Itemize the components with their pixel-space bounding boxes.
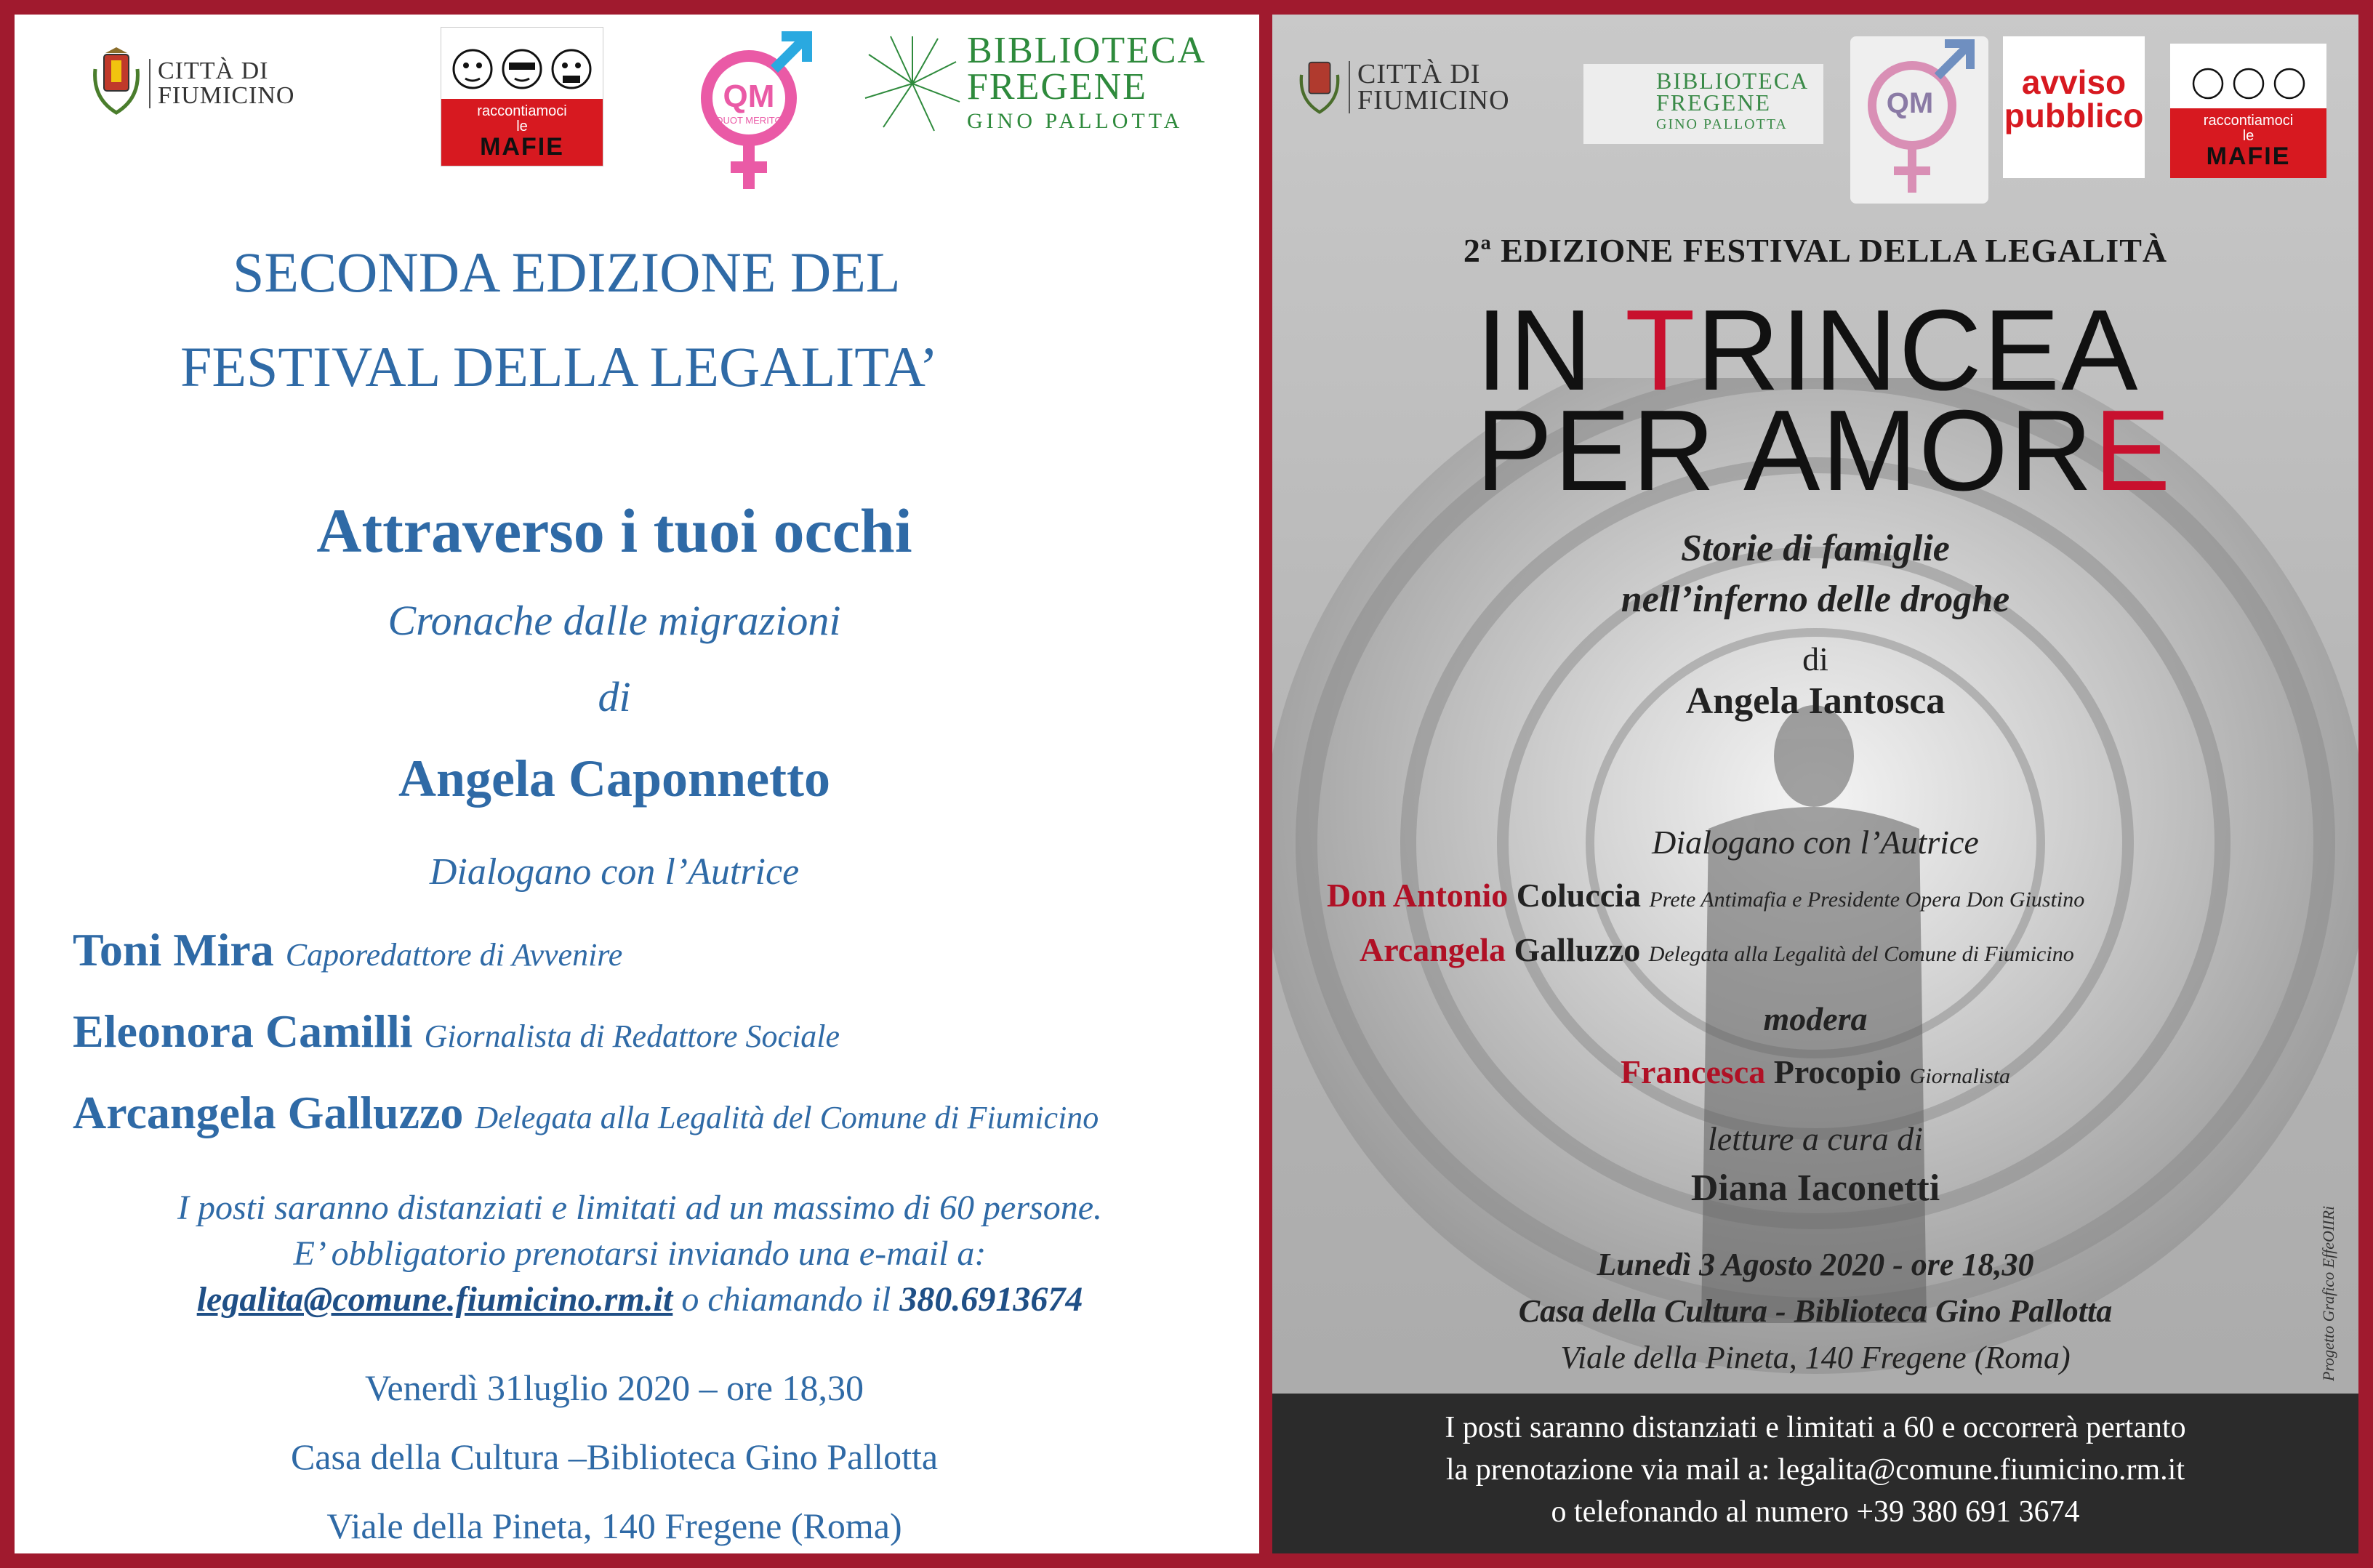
- monkey-face-icon: [2231, 62, 2267, 105]
- heading-line2: FESTIVAL DELLA LEGALITA’: [180, 335, 939, 398]
- notice-line2: E’ obbligatorio prenotarsi inviando una e-mail a:: [293, 1234, 987, 1273]
- city-of-fiumicino-logo: [1298, 55, 1510, 120]
- guest-last-name: Coluccia: [1516, 877, 1641, 914]
- footer-line3: o telefonando al numero +39 380 691 3674: [1551, 1495, 2080, 1529]
- event-venue: Casa della Cultura –Biblioteca Gino Pallotta: [290, 1436, 939, 1477]
- mafie-logo-line2: le: [2242, 128, 2254, 144]
- monkey-face-icon: [2190, 62, 2226, 105]
- notice-line1: I posti saranno distanziati e limitati ad un massimo di 60 persone.: [177, 1189, 1103, 1227]
- guest-role: Delegata alla Legalità del Comune di Fiumicino: [1648, 942, 2074, 966]
- avviso-line2: pubblico: [2004, 97, 2144, 134]
- crest-icon: [91, 47, 142, 120]
- raccontiamoci-le-mafie-logo: [441, 27, 603, 166]
- guest-last-name: Galluzzo: [1514, 931, 1641, 968]
- guest-first-name: Don Antonio: [1327, 877, 1509, 914]
- guest-role: Prete Antimafia e Presidente Opera Don Giustino: [1649, 888, 2085, 912]
- gender-symbols-icon: [1850, 36, 1988, 204]
- guest-first-name: Arcangela: [1360, 931, 1506, 968]
- dialogue-label: Dialogano con l’Autrice: [429, 851, 800, 893]
- title-part: IN: [1476, 286, 1626, 414]
- monkey-face-icon: [550, 44, 593, 95]
- speaker-name: Toni Mira: [73, 924, 274, 976]
- qm-logo-text: QM: [723, 79, 775, 114]
- guest-row: [1327, 876, 2084, 914]
- poster-author: Angela Iantosca: [1685, 680, 1946, 722]
- speaker-row: [73, 1005, 840, 1058]
- quot-merito-logo: [1850, 36, 1988, 204]
- city-name-line1: CITTÀ DI: [158, 57, 269, 84]
- booking-notice: [15, 1185, 1265, 1322]
- mafie-logo-line1: raccontiamoci: [477, 103, 567, 119]
- reader-name: Diana Iaconetti: [1690, 1167, 1940, 1209]
- by-label: di: [598, 673, 631, 720]
- biblio-line1: BIBLIOTECA: [1656, 68, 1810, 94]
- phone-number: 380.6913674: [899, 1280, 1083, 1319]
- biblioteca-fregene-logo: [862, 25, 1207, 142]
- biblioteca-fregene-logo: [1583, 64, 1823, 144]
- speaker-role: Delegata alla Legalità del Comune di Fiumicino: [475, 1100, 1099, 1135]
- moderator-first-name: Francesca: [1620, 1053, 1766, 1090]
- left-flyer: [15, 15, 1259, 1553]
- city-of-fiumicino-logo: [91, 47, 294, 120]
- mafie-logo-line1: raccontiamoci: [2203, 113, 2294, 129]
- speaker-row: [73, 923, 622, 977]
- readings-label: letture a cura di: [1708, 1120, 1923, 1157]
- footer-line1: I posti saranno distanziati e limitati a 60 e occorrerà pertanto: [1445, 1411, 2186, 1444]
- city-name-line2: FIUMICINO: [158, 82, 295, 109]
- monkey-face-icon: [500, 44, 544, 95]
- crest-icon: [1298, 55, 1341, 120]
- moderates-label: modera: [1763, 1000, 1868, 1037]
- quot-merito-logo: [691, 29, 822, 196]
- mafie-logo-line2: le: [516, 118, 528, 134]
- poster-title-line1: [1476, 286, 2140, 414]
- mafie-logo-line3: MAFIE: [480, 133, 564, 161]
- event-address: Viale della Pineta, 140 Fregene (Roma): [1560, 1340, 2071, 1375]
- poster-event-info: [1272, 1242, 2358, 1381]
- right-poster: [1272, 15, 2358, 1553]
- raccontiamoci-le-mafie-logo: [2170, 44, 2326, 178]
- speaker-role: Caporedattore di Avvenire: [285, 937, 623, 973]
- title-part: RINCEA: [1696, 286, 2140, 414]
- speaker-name: Arcangela Galluzzo: [73, 1087, 464, 1138]
- subtitle-line1: Storie di famiglie: [1681, 528, 1950, 569]
- title-part: PER AMOR: [1476, 387, 2095, 515]
- qm-logo-text: QM: [1886, 87, 1934, 119]
- avviso-pubblico-logo: [2003, 36, 2145, 178]
- speaker-row: [73, 1086, 1099, 1140]
- city-name-line2: FIUMICINO: [1357, 85, 1510, 116]
- email-link[interactable]: legalita@comune.fiumicino.rm.it: [196, 1280, 673, 1319]
- author-name: Angela Caponnetto: [398, 749, 831, 808]
- biblio-line2: FREGENE: [1656, 89, 1771, 116]
- speaker-role: Giornalista di Redattore Sociale: [424, 1018, 840, 1054]
- dialogue-label: Dialogano con l’Autrice: [1652, 824, 1979, 861]
- speaker-name: Eleonora Camilli: [73, 1005, 413, 1057]
- heading-line1: SECONDA EDIZIONE DEL: [233, 241, 901, 304]
- dandelion-icon: [862, 33, 963, 134]
- edition-heading: 2ª EDIZIONE FESTIVAL DELLA LEGALITÀ: [1463, 232, 2168, 269]
- subtitle-line2: nell’inferno delle droghe: [1621, 579, 2010, 620]
- title-red-letter: E: [2094, 387, 2172, 515]
- moderator-role: Giornalista: [1909, 1064, 2011, 1088]
- guest-row: [1360, 930, 2074, 969]
- biblio-line1: BIBLIOTECA: [967, 30, 1207, 71]
- graphic-credit: Progetto Grafico EffeOIIRi: [2319, 1205, 2337, 1381]
- biblio-line3: GINO PALLOTTA: [1656, 116, 1788, 132]
- event-date: Venerdì 31luglio 2020 – ore 18,30: [364, 1367, 864, 1408]
- footer-line2: la prenotazione via mail a: legalita@comune.fiumicino.rm.it: [1446, 1453, 2185, 1487]
- poster-subtitle: [1272, 523, 2358, 625]
- city-name-line1: CITTÀ DI: [1357, 59, 1481, 89]
- book-title: Attraverso i tuoi occhi: [316, 496, 912, 566]
- monkey-face-icon: [451, 44, 494, 95]
- poster-footer: [1272, 1394, 2358, 1553]
- moderator-last-name: Procopio: [1773, 1053, 1902, 1090]
- event-venue: Casa della Cultura - Biblioteca Gino Pallotta: [1518, 1293, 2113, 1329]
- event-date: Lunedì 3 Agosto 2020 - ore 18,30: [1597, 1247, 2034, 1282]
- mafie-logo-line3: MAFIE: [2206, 142, 2291, 170]
- by-label: di: [1802, 640, 1828, 678]
- moderator-row: [1272, 1053, 2358, 1091]
- biblio-line2: FREGENE: [967, 66, 1147, 108]
- notice-or: o chiamando il: [681, 1280, 891, 1319]
- title-red-letter: T: [1625, 286, 1697, 414]
- book-subtitle: Cronache dalle migrazioni: [388, 597, 841, 644]
- avviso-line1: avviso: [2021, 63, 2127, 101]
- event-address: Viale della Pineta, 140 Fregene (Roma): [326, 1505, 902, 1546]
- poster-title-line2: [1476, 387, 2172, 515]
- biblio-line3: GINO PALLOTTA: [967, 109, 1184, 133]
- qm-logo-subtext: QUOT MERITO: [715, 115, 782, 126]
- monkey-face-icon: [2271, 62, 2308, 105]
